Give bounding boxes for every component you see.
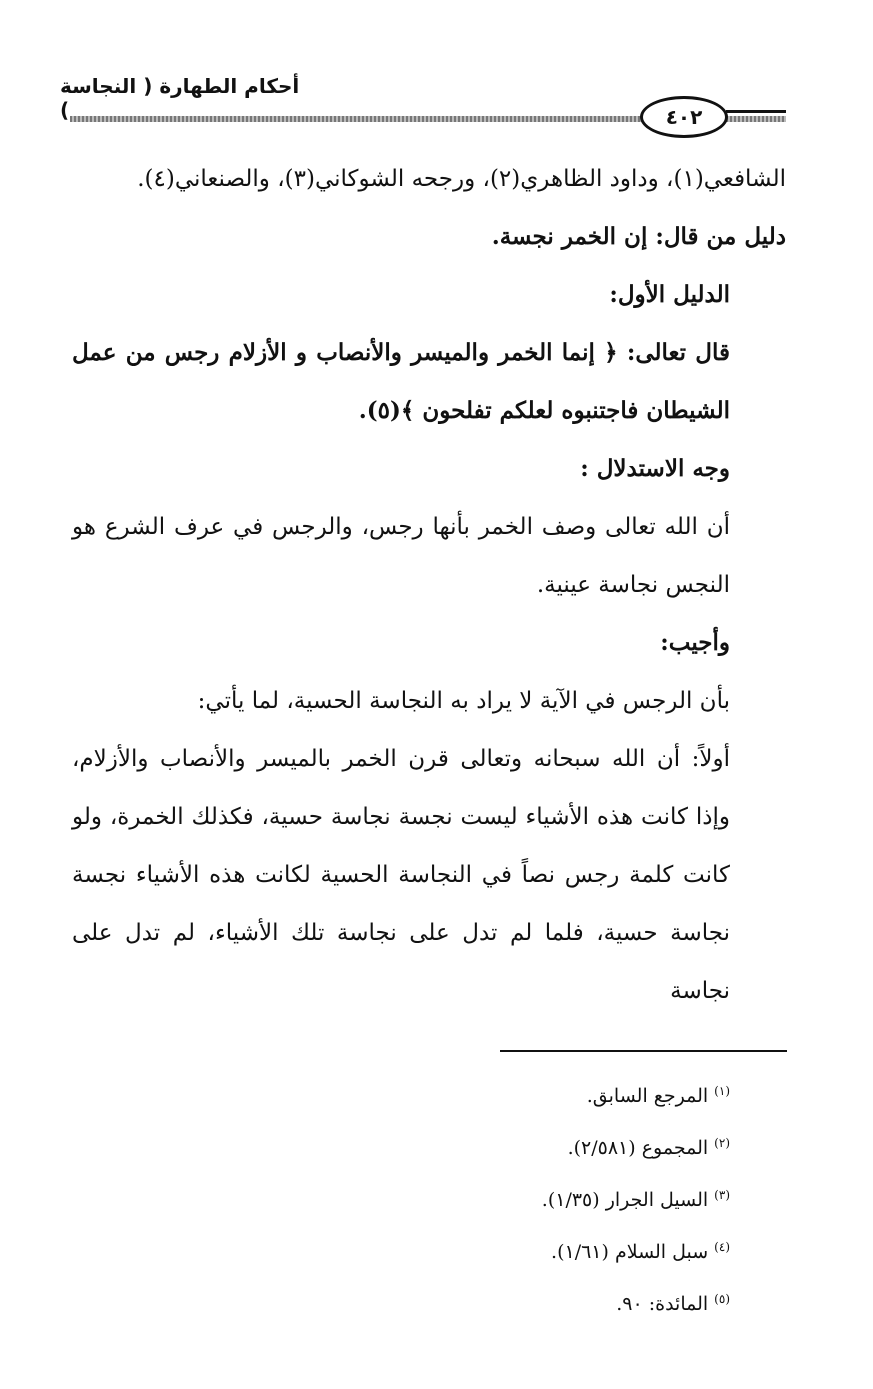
footnote-separator — [500, 1050, 787, 1052]
footnote-item — [420, 1070, 730, 1122]
footnote-text: المرجع السابق. — [586, 1085, 709, 1107]
paragraph-scholars: الشافعي(١)، وداود الظاهري(٢)، ورجحه الشوكاني(٣)، والصنعاني(٤). — [137, 166, 786, 192]
footnotes — [420, 1070, 730, 1330]
heading-first-evidence: الدليل الأول: — [609, 281, 730, 308]
heading-response: وأجيب: — [660, 629, 730, 656]
footnote-number: (١) — [714, 1083, 730, 1098]
footnote-item — [420, 1174, 730, 1226]
header-rule-right — [726, 110, 786, 113]
heading-reasoning: وجه الاستدلال : — [580, 455, 730, 482]
paragraph-response: بأن الرجس في الآية لا يراد به النجاسة الحسية، لما يأتي: — [197, 688, 730, 714]
page-number: ٤٠٢ — [640, 96, 728, 138]
footnote-text: المائدة: ٩٠. — [616, 1293, 709, 1315]
running-header-title: أحكام الطهارة ( النجاسة ) — [60, 74, 300, 122]
quran-verse: قال تعالى: ﴿ إنما الخمر والميسر والأنصاب و الأزلام رجس من عمل الشيطان فاجتنبوه لعلكم تفلحون ﴾(٥). — [72, 339, 730, 424]
footnote-number: (٤) — [714, 1239, 730, 1254]
footnote-text: السيل الجرار (١/٣٥). — [541, 1189, 709, 1211]
main-text — [72, 150, 786, 1020]
footnote-item — [420, 1226, 730, 1278]
footnote-number: (٢) — [714, 1135, 730, 1150]
footnote-text: المجموع (٢/٥٨١). — [567, 1137, 709, 1159]
footnote-item — [420, 1278, 730, 1330]
footnote-item — [420, 1122, 730, 1174]
heading-evidence: دليل من قال: إن الخمر نجسة. — [491, 223, 786, 250]
paragraph-reasoning: أن الله تعالى وصف الخمر بأنها رجس، والرجس في عرف الشرع هو النجس نجاسة عينية. — [72, 514, 730, 598]
footnote-number: (٣) — [714, 1187, 730, 1202]
footnote-number: (٥) — [714, 1291, 730, 1306]
paragraph-first-point: أولاً: أن الله سبحانه وتعالى قرن الخمر بالميسر والأنصاب والأزلام، وإذا كانت هذه الأشياء ليست نجسة نجاسة حسية، فكذلك الخمرة، ولو كانت كلمة رجس نصاً في النجاسة الحسية لكانت هذه الأشياء نجسة نجاسة حسية، فلما لم تدل على نجاسة تلك الأشياء، لم تدل على نجاسة — [72, 746, 730, 1004]
footnote-text: سبل السلام (١/٦١). — [551, 1241, 709, 1263]
